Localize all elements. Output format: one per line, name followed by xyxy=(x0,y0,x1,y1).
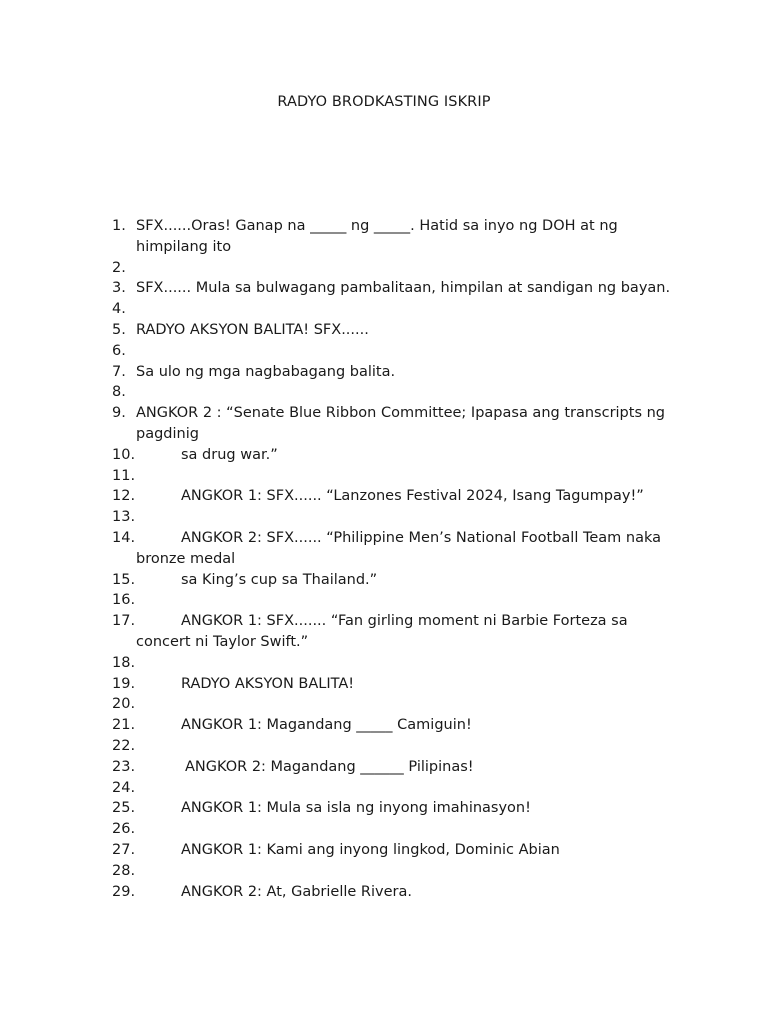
line-number: 22. xyxy=(112,737,136,754)
line-number: 15. xyxy=(112,571,136,588)
line-number: 16. xyxy=(112,592,136,609)
line-text: sa King’s cup sa Thailand.” xyxy=(181,571,378,588)
line-text xyxy=(136,382,672,403)
line-text xyxy=(136,778,672,799)
line-number: 2. xyxy=(112,259,126,276)
line-number: 21. xyxy=(112,717,136,734)
line-number: 23. xyxy=(112,758,136,775)
script-list xyxy=(112,216,672,902)
line-text: ANGKOR 2: SFX...... “Philippine Men’s National Football Team naka bronze medal xyxy=(136,529,661,567)
script-line xyxy=(112,507,672,528)
line-text: Sa ulo ng mga nagbabagang balita. xyxy=(136,363,396,380)
script-line xyxy=(112,611,672,653)
line-text xyxy=(136,507,672,528)
script-line xyxy=(112,882,672,903)
line-text xyxy=(136,258,672,279)
line-number: 29. xyxy=(112,883,136,900)
line-text xyxy=(136,736,672,757)
script-line xyxy=(112,590,672,611)
line-number: 10. xyxy=(112,446,136,463)
script-line xyxy=(112,798,672,819)
line-text: ANGKOR 1: Kami ang inyong lingkod, Dominic Abian xyxy=(181,841,560,858)
line-number: 11. xyxy=(112,467,136,484)
line-text: ANGKOR 1: Mula sa isla ng inyong imahinasyon! xyxy=(181,800,531,817)
line-text xyxy=(136,861,672,882)
script-line xyxy=(112,445,672,466)
line-number: 26. xyxy=(112,821,136,838)
line-number: 6. xyxy=(112,342,126,359)
script-line xyxy=(112,736,672,757)
line-text: ANGKOR 1: Magandang _____ Camiguin! xyxy=(181,717,472,734)
script-line xyxy=(112,320,672,341)
line-number: 3. xyxy=(112,280,126,297)
line-number: 25. xyxy=(112,800,136,817)
script-line xyxy=(112,216,672,258)
line-text xyxy=(136,466,672,487)
line-text xyxy=(136,341,672,362)
script-line xyxy=(112,778,672,799)
line-text: RADYO AKSYON BALITA! xyxy=(181,675,355,692)
script-line xyxy=(112,715,672,736)
line-number: 4. xyxy=(112,301,126,318)
line-text: RADYO AKSYON BALITA! SFX...... xyxy=(136,321,369,338)
line-text: SFX......Oras! Ganap na _____ ng _____. Hatid sa inyo ng DOH at ng himpilang ito xyxy=(136,218,618,255)
line-number: 13. xyxy=(112,509,136,526)
line-number: 20. xyxy=(112,696,136,713)
line-number: 1. xyxy=(112,218,126,234)
line-number: 8. xyxy=(112,384,126,401)
line-text: sa drug war.” xyxy=(181,446,278,463)
script-line xyxy=(112,528,672,570)
script-line xyxy=(112,486,672,507)
script-line xyxy=(112,653,672,674)
document-title: RADYO BRODKASTING ISKRIP xyxy=(277,94,491,110)
line-text xyxy=(136,694,672,715)
line-number: 28. xyxy=(112,862,136,879)
line-text xyxy=(136,819,672,840)
script-line xyxy=(112,819,672,840)
line-text: ANGKOR 1: SFX...... “Lanzones Festival 2024, Isang Tagumpay!” xyxy=(181,488,644,505)
line-number: 5. xyxy=(112,321,126,338)
script-line xyxy=(112,861,672,882)
line-text: ANGKOR 2 : “Senate Blue Ribbon Committee; Ipapasa ang transcripts ng pagdinig xyxy=(136,405,666,442)
script-line xyxy=(112,278,672,299)
script-line xyxy=(112,403,672,445)
line-number: 14. xyxy=(112,529,136,546)
line-text: SFX...... Mula sa bulwagang pambalitaan, himpilan at sandigan ng bayan. xyxy=(136,280,671,297)
script-line xyxy=(112,382,672,403)
script-line xyxy=(112,570,672,591)
line-number: 18. xyxy=(112,654,136,671)
line-text xyxy=(136,299,672,320)
script-line xyxy=(112,840,672,861)
line-number: 7. xyxy=(112,363,126,380)
line-text xyxy=(136,590,672,611)
line-number: 9. xyxy=(112,405,126,422)
script-line xyxy=(112,694,672,715)
script-line xyxy=(112,299,672,320)
line-text: ANGKOR 1: SFX....... “Fan girling moment ni Barbie Forteza sa concert ni Taylor Swift.” xyxy=(136,613,628,650)
script-line xyxy=(112,674,672,695)
line-number: 19. xyxy=(112,675,136,692)
line-text xyxy=(136,653,672,674)
script-line xyxy=(112,362,672,383)
script-line xyxy=(112,757,672,778)
line-text: ANGKOR 2: At, Gabrielle Rivera. xyxy=(181,883,412,900)
line-number: 24. xyxy=(112,779,136,796)
line-number: 12. xyxy=(112,488,136,505)
script-line xyxy=(112,466,672,487)
line-number: 17. xyxy=(112,613,136,630)
script-line xyxy=(112,341,672,362)
script-line xyxy=(112,258,672,279)
line-number: 27. xyxy=(112,841,136,858)
line-text: ANGKOR 2: Magandang ______ Pilipinas! xyxy=(185,758,474,775)
